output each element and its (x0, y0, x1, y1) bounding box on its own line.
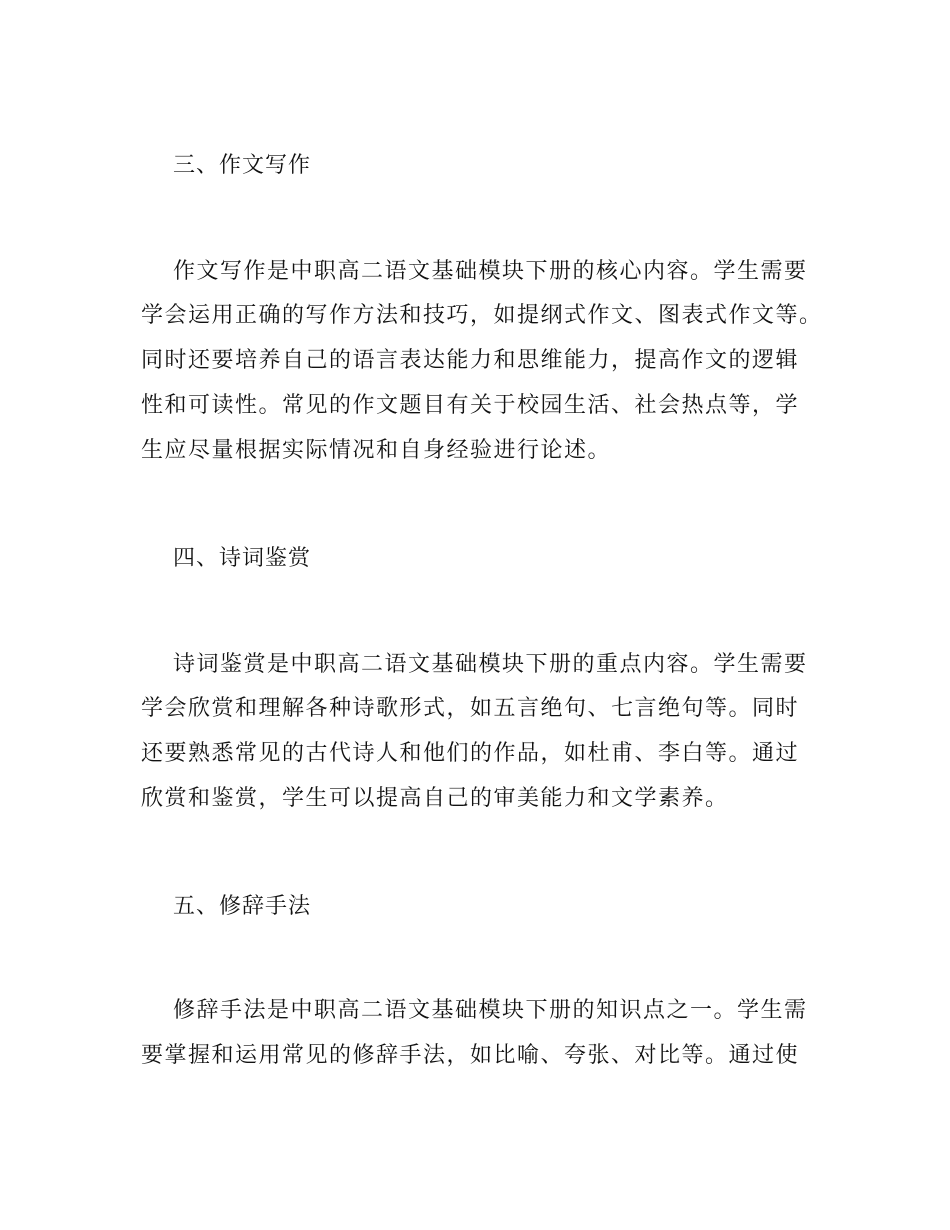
paragraph-line: 作文写作是中职高二语文基础模块下册的核心内容。学生需要 (173, 259, 808, 284)
paragraph-line: 学会欣赏和理解各种诗歌形式，如五言绝句、七言绝句等。同时 (141, 696, 800, 721)
paragraph-line: 修辞手法是中职高二语文基础模块下册的知识点之一。学生需 (173, 998, 808, 1023)
paragraph-line: 生应尽量根据实际情况和自身经验进行论述。 (141, 438, 612, 463)
paragraph-line: 性和可读性。常见的作文题目有关于校园生活、社会热点等，学 (141, 393, 800, 418)
paragraph-line: 要掌握和运用常见的修辞手法，如比喻、夸张、对比等。通过使 (141, 1043, 800, 1068)
paragraph-line: 学会运用正确的写作方法和技巧，如提纲式作文、图表式作文等。 (141, 303, 823, 328)
section-heading: 五、修辞手法 (173, 894, 312, 919)
paragraph-line: 欣赏和鉴赏，学生可以提高自己的审美能力和文学素养。 (141, 786, 729, 811)
section-heading: 三、作文写作 (173, 153, 312, 178)
paragraph-line: 还要熟悉常见的古代诗人和他们的作品，如杜甫、李白等。通过 (141, 741, 800, 766)
paragraph-line: 同时还要培养自己的语言表达能力和思维能力，提高作文的逻辑 (141, 348, 800, 373)
paragraph-line: 诗词鉴赏是中职高二语文基础模块下册的重点内容。学生需要 (173, 652, 808, 677)
section-heading: 四、诗词鉴赏 (173, 546, 312, 571)
